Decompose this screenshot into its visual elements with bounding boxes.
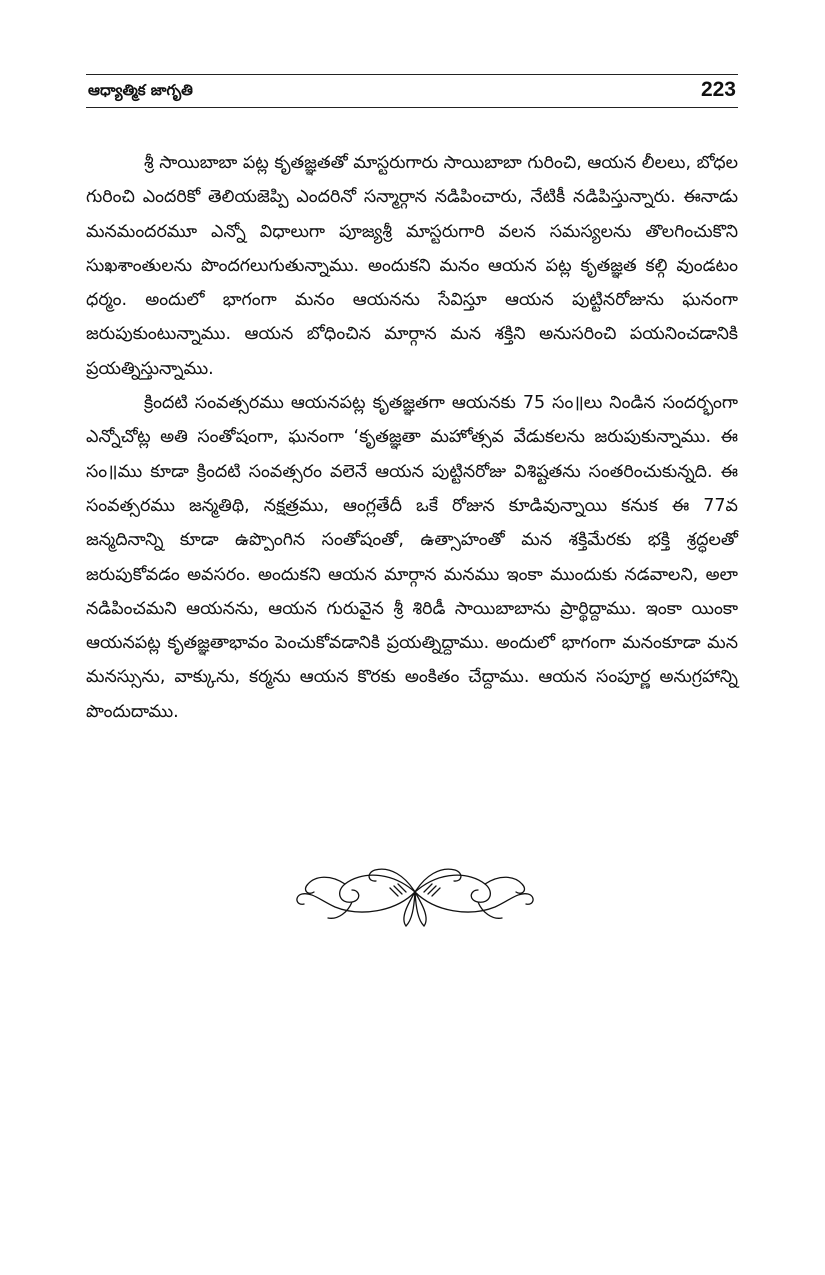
running-title: ఆధ్యాత్మిక జాగృతి — [88, 81, 193, 99]
body-text — [86, 146, 738, 729]
page-number: 223 — [700, 78, 736, 101]
paragraph-1: శ్రీ సాయిబాబా పట్ల కృతజ్ఞతతో మాస్టరుగారు సాయిబాబా గురించి, ఆయన లీలలు, బోధల గురించి ఎందరికో తెలియజెప్పి ఎందరినో సన్మార్గాన నడిపించారు, నేటికీ నడిపిస్తున్నారు. ఈనాడు మనమందరమూ ఎన్నో విధాలుగా పూజ్యశ్రీ మాస్టరుగారి వలన సమస్యలను తొలగించుకొని సుఖశాంతులను పొందగలుగుతున్నాము. అందుకని మనం ఆయన పట్ల కృతజ్ఞత కల్గి వుండటం ధర్మం. అందులో భాగంగా మనం ఆయనను సేవిస్తూ ఆయన పుట్టినరోజును ఘనంగా జరుపుకుంటున్నాము. ఆయన బోధించిన మార్గాన మన శక్తిని అనుసరించి పయనించడానికి ప్రయత్నిస్తున్నాము. — [86, 153, 738, 379]
floral-flourish-divider-icon — [290, 862, 540, 932]
paragraph-2: క్రిందటి సంవత్సరము ఆయనపట్ల కృతజ్ఞతగా ఆయనకు 75 సం॥లు నిండిన సందర్భంగా ఎన్నోచోట్ల అతి సంతోషంగా, ఘనంగా ‘కృతజ్ఞతా మహోత్సవ వేడుకలను జరుపుకున్నాము. ఈ సం॥ము కూడా క్రిందటి సంవత్సరం వలెనే ఆయన పుట్టినరోజు విశిష్టతను సంతరించుకున్నది. ఈ సంవత్సరము జన్మతిథి, నక్షత్రము, ఆంగ్లతేదీ ఒకే రోజున కూడివున్నాయి కనుక ఈ 77వ జన్మదినాన్ని కూడా ఉప్పొంగిన సంతోషంతో, ఉత్సాహంతో మన శక్తిమేరకు భక్తి శ్రద్ధలతో జరుపుకోవడం అవసరం. అందుకని ఆయన మార్గాన మనము ఇంకా ముందుకు నడవాలని, అలా నడిపించమని ఆయనను, ఆయన గురువైన శ్రీ శిరిడీ సాయిబాబాను ప్రార్థిద్దాము. ఇంకా యింకా ఆయనపట్ల కృతజ్ఞతాభావం పెంచుకోవడానికి ప్రయత్నిద్దాము. అందులో భాగంగా మనంకూడా మన మనస్సును, వాక్కును, కర్మను ఆయన కొరకు అంకితం చేద్దాము. ఆయన సంపూర్ణ అనుగ్రహాన్ని పొందుదాము. — [86, 393, 738, 722]
page-header — [86, 74, 738, 108]
